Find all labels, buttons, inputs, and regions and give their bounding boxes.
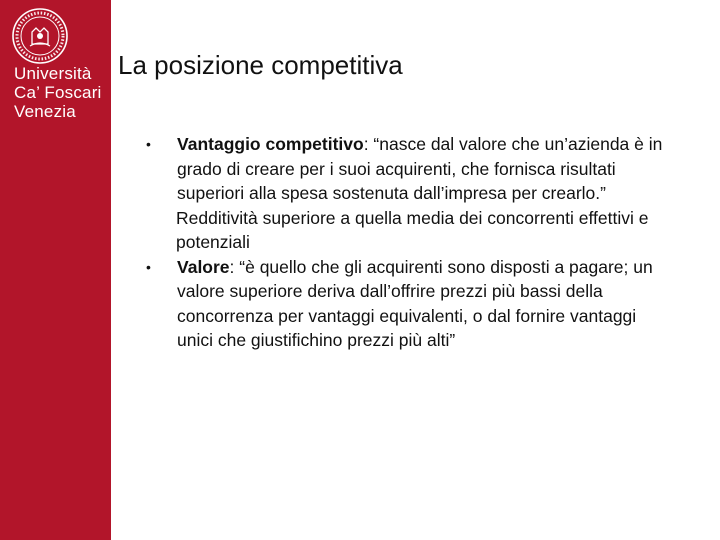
bullet-item: [140, 132, 670, 206]
university-name-line-3: Venezia: [14, 102, 76, 121]
university-name: [14, 64, 102, 121]
sidebar: [0, 0, 111, 540]
university-seal-icon: [10, 6, 70, 66]
bullet-term: Vantaggio competitivo: [177, 134, 364, 154]
bullet-term: Valore: [177, 256, 230, 277]
slide-body: [140, 132, 670, 353]
bullet-text: : “nasce dal valore che un’azienda è in grado di creare per i suoi acquirenti, che fornisca risultati superiori alla spesa sostenuta dall’impresa per crearlo.”: [177, 134, 663, 203]
bullet-marker: •: [146, 258, 151, 275]
university-name-line-2: Ca’ Foscari: [14, 83, 102, 102]
bullet-item: [140, 255, 670, 353]
bullet-marker: •: [146, 136, 151, 152]
bullet-text: : “è quello che gli acquirenti sono disposti a pagare; un valore superiore deriva dall’offrire prezzi più bassi della concorrenza per vantaggi equivalenti, o dal fornire vantaggi unici che giustifichino prezzi più alti”: [177, 256, 653, 350]
bullet-subtext: Redditività superiore a quella media dei concorrenti effettivi e potenziali: [176, 207, 649, 252]
slide-title: La posizione competitiva: [118, 50, 403, 80]
university-name-line-1: Università: [14, 64, 92, 83]
